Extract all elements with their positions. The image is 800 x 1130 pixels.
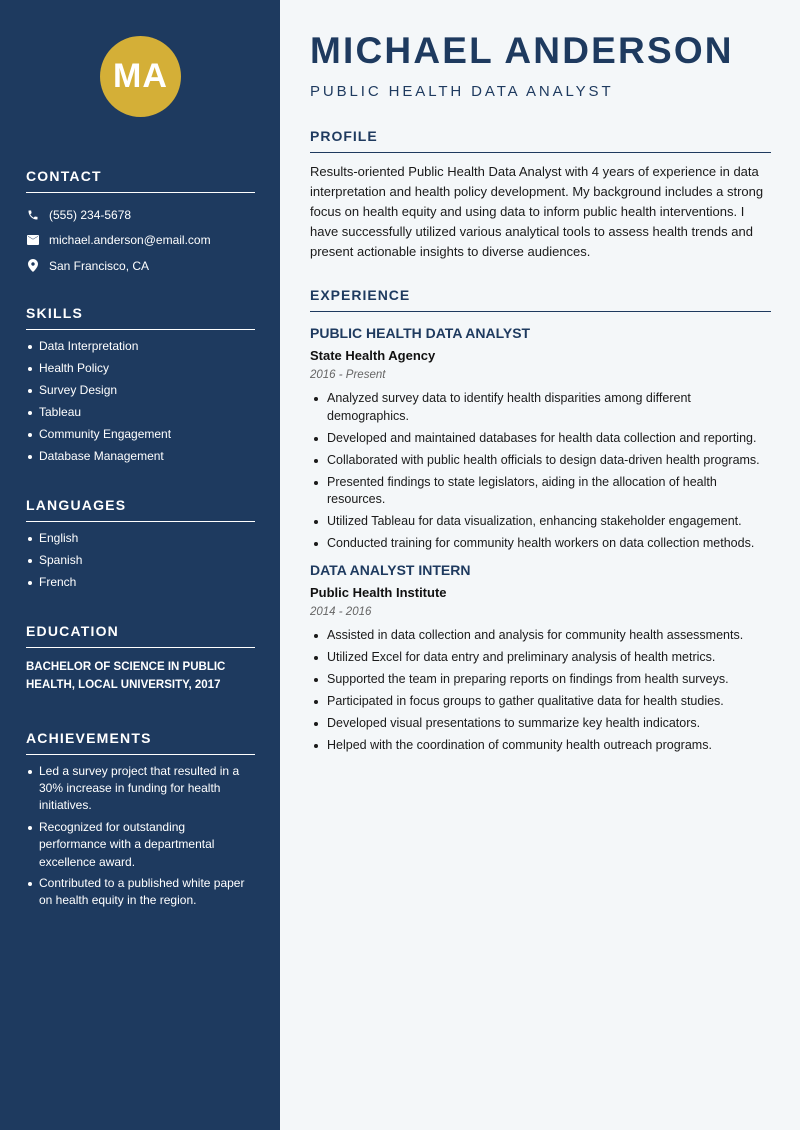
contact-location-text: San Francisco, CA bbox=[49, 258, 150, 273]
profile-section bbox=[310, 128, 771, 262]
list-item: Helped with the coordination of community health outreach programs. bbox=[310, 737, 771, 755]
list-item: Data Interpretation bbox=[26, 338, 255, 355]
contact-section bbox=[26, 168, 255, 279]
education-degree: BACHELOR OF SCIENCE IN PUBLIC HEALTH, LOCAL UNIVERSITY, 2017 bbox=[26, 661, 226, 691]
job-entry bbox=[310, 562, 771, 755]
job-bullets bbox=[310, 390, 771, 553]
achievements-heading: ACHIEVEMENTS bbox=[26, 730, 255, 755]
achievements-section bbox=[26, 730, 255, 914]
list-item: Collaborated with public health officials to design data-driven health programs. bbox=[310, 452, 771, 470]
contact-phone bbox=[26, 202, 255, 228]
languages-section bbox=[26, 497, 255, 596]
languages-heading: LANGUAGES bbox=[26, 497, 255, 522]
profile-heading: PROFILE bbox=[310, 128, 771, 153]
skills-list bbox=[26, 338, 255, 466]
education-section bbox=[26, 623, 255, 694]
company-name: Public Health Institute bbox=[310, 584, 447, 600]
list-item: Spanish bbox=[26, 552, 255, 569]
experience-section bbox=[310, 287, 771, 760]
job-dates: 2016 - Present bbox=[310, 369, 386, 381]
list-item: Developed visual presentations to summarize key health indicators. bbox=[310, 715, 771, 733]
list-item: Contributed to a published white paper on health equity in the region. bbox=[26, 875, 255, 909]
phone-icon bbox=[26, 208, 40, 222]
list-item: Led a survey project that resulted in a 30% increase in funding for health initiatives. bbox=[26, 763, 255, 815]
sidebar bbox=[0, 0, 280, 1130]
job-dates: 2014 - 2016 bbox=[310, 605, 372, 618]
avatar: MA bbox=[100, 36, 181, 117]
contact-heading: CONTACT bbox=[26, 168, 255, 193]
contact-email bbox=[26, 228, 255, 254]
list-item: Assisted in data collection and analysis for community health assessments. bbox=[310, 627, 771, 645]
contact-email-text: michael.anderson@email.com bbox=[49, 233, 211, 248]
list-item: Utilized Tableau for data visualization, enhancing stakeholder engagement. bbox=[310, 513, 771, 531]
list-item: Developed and maintained databases for health data collection and reporting. bbox=[310, 430, 771, 448]
skills-section bbox=[26, 305, 255, 471]
job-entry bbox=[310, 325, 771, 553]
job-bullets bbox=[310, 627, 771, 755]
list-item: French bbox=[26, 574, 255, 591]
job-title: DATA ANALYST INTERN bbox=[310, 561, 471, 578]
email-icon bbox=[26, 233, 40, 247]
list-item: Supported the team in preparing reports on findings from health surveys. bbox=[310, 671, 771, 689]
company-name: State Health Agency bbox=[310, 348, 436, 363]
achievements-list bbox=[26, 763, 255, 910]
list-item: English bbox=[26, 530, 255, 547]
contact-location bbox=[26, 253, 255, 279]
list-item: Participated in focus groups to gather qualitative data for health studies. bbox=[310, 693, 771, 711]
education-heading: EDUCATION bbox=[26, 623, 255, 648]
list-item: Tableau bbox=[26, 404, 255, 421]
list-item: Conducted training for community health workers on data collection methods. bbox=[310, 535, 771, 553]
list-item: Survey Design bbox=[26, 382, 255, 399]
languages-list bbox=[26, 530, 255, 591]
list-item: Health Policy bbox=[26, 360, 255, 377]
job-role-subtitle: PUBLIC HEALTH DATA ANALYST bbox=[310, 83, 614, 100]
list-item: Analyzed survey data to identify health disparities among different demographics. bbox=[310, 390, 771, 425]
list-item: Presented findings to state legislators, aiding in the allocation of health resources. bbox=[310, 474, 771, 509]
list-item: Community Engagement bbox=[26, 426, 255, 443]
skills-heading: SKILLS bbox=[26, 305, 255, 330]
page-title: MICHAEL ANDERSON bbox=[310, 30, 734, 71]
contact-phone-text: (555) 234-5678 bbox=[49, 207, 132, 222]
experience-heading: EXPERIENCE bbox=[310, 287, 771, 312]
job-title: PUBLIC HEALTH DATA ANALYST bbox=[310, 325, 531, 341]
main-content bbox=[280, 0, 800, 1130]
contact-list bbox=[26, 202, 255, 279]
list-item: Utilized Excel for data entry and preliminary analysis of health metrics. bbox=[310, 649, 771, 667]
list-item: Database Management bbox=[26, 448, 255, 465]
location-pin-icon bbox=[26, 259, 40, 273]
profile-summary: Results-oriented Public Health Data Analyst with 4 years of experience in data interpretation and health policy development. My background includes a strong focus on health equity and using data to inform public health interventions. I have successfully utilized various analytical tools to assess health trends and present actionable insights to diverse audiences. bbox=[310, 164, 764, 259]
list-item: Recognized for outstanding performance with a departmental excellence award. bbox=[26, 819, 255, 871]
